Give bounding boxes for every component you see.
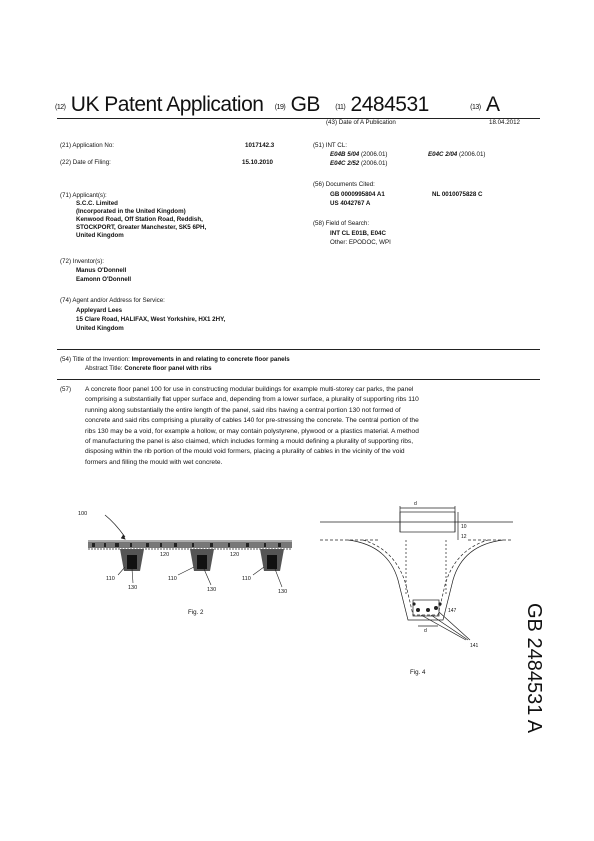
figure-2-caption: Fig. 2	[188, 609, 204, 616]
abstract-title-label: Abstract Title:	[85, 365, 123, 372]
fig2-label: 130	[207, 587, 217, 593]
fig2-label: 100	[78, 511, 88, 517]
abstract-body	[85, 385, 419, 468]
inventor-label: (72) Inventor(s):	[60, 258, 105, 265]
abstract-rule	[57, 379, 540, 380]
field-of-search-line: INT CL E01B, E04C	[330, 230, 386, 237]
figure-2-drawing	[70, 505, 310, 625]
figure-4-drawing	[318, 500, 528, 655]
documents-cited-label: (56) Documents Cited:	[313, 181, 375, 188]
int-cl-entry	[330, 160, 387, 168]
abstract-line: ribs 130 may be a void, for example a hollow, or may contain polystyrene, plywood or a plastics material. A method	[85, 427, 419, 435]
int-cl-date: (2006.01)	[360, 160, 388, 167]
applicant-line: (Incorporated in the United Kingdom)	[76, 208, 186, 215]
code-19: (19)	[274, 104, 286, 111]
fig2-label: 110	[242, 576, 251, 582]
field-of-search-label: (58) Field of Search:	[313, 220, 370, 227]
agent-line: United Kingdom	[76, 325, 124, 332]
fig4-label: 147	[448, 608, 457, 614]
application-number-label: (21) Application No:	[60, 142, 114, 149]
fig2-label: 130	[128, 585, 138, 591]
applicant-line: S.C.C. Limited	[76, 200, 118, 207]
agent-line: Appleyard Lees	[76, 307, 123, 314]
code-12: (12)	[55, 104, 66, 111]
applicant-label: (71) Applicant(s):	[60, 192, 107, 199]
applicant-line: United Kingdom	[76, 232, 124, 239]
code-13: (13)	[470, 104, 481, 111]
field-of-search-line: Other: EPODOC, WPI	[330, 239, 391, 246]
invention-title-label: (54) Title of the Invention:	[60, 356, 130, 363]
side-publication-number	[523, 603, 560, 783]
applicant-line: Kenwood Road, Off Station Road, Reddish,	[76, 216, 203, 223]
figure-4-caption: Fig. 4	[410, 669, 426, 676]
abstract-line: disposing within the rib portion of the mould void formers, placing a plurality of cables in the vicinity of the void	[85, 448, 405, 456]
abstract-line: of manufacturing the panel is also claimed, which includes forming a mould defining a plurality of supporting ribs,	[85, 438, 414, 446]
fig2-label: 110	[168, 576, 177, 582]
int-cl-entry	[428, 151, 485, 159]
title-rule	[57, 349, 540, 350]
abstract-label: (57)	[60, 386, 72, 393]
applicant-line: STOCKPORT, Greater Manchester, SK5 6PH,	[76, 224, 207, 231]
code-11: (11)	[335, 104, 346, 111]
fig2-label: 130	[278, 589, 288, 595]
abstract-title-text: Concrete floor panel with ribs	[124, 365, 212, 372]
invention-title	[60, 356, 290, 364]
fig2-label: 110	[106, 576, 115, 582]
header-rule	[57, 118, 540, 119]
publication-type: UK Patent Application	[70, 93, 264, 116]
patent-header	[55, 93, 499, 117]
agent-line: 15 Clare Road, HALIFAX, West Yorkshire, HX1 2HY,	[76, 316, 226, 323]
kind-code: A	[485, 93, 500, 116]
inventor-name: Manus O'Donnell	[76, 267, 127, 274]
publication-date-label: (43) Date of A Publication	[326, 119, 396, 126]
publication-date: 18.04.2012	[489, 119, 520, 126]
abstract-line: running along substantially the entire length of the panel, said ribs having a central portion 130 not formed of	[85, 406, 401, 414]
country-code: GB	[290, 93, 320, 116]
fig4-label: d	[414, 501, 417, 507]
int-cl-label: (51) INT CL:	[313, 142, 347, 149]
fig4-label: d	[424, 628, 427, 634]
int-cl-code: E04C 2/04	[428, 151, 458, 158]
side-text: GB 2484531 A	[523, 603, 545, 734]
abstract-line: concrete and said ribs comprising a plurality of cables 140 for pre-stressing the concrete. The central portion of the	[85, 417, 419, 425]
abstract-line: A concrete floor panel 100 for use in constructing modular buildings for example multi-storey car parks, the panel	[85, 386, 414, 393]
document-cited: NL 0010075828 C	[432, 191, 483, 198]
patent-number: 2484531	[350, 93, 429, 116]
abstract-line: comprising a substantially flat upper surface and, depending from a lower surface, a plurality of supporting ribs 110	[85, 396, 419, 404]
fig4-label: 10	[461, 524, 467, 530]
abstract-line: formers and filling the mould with wet concrete.	[85, 458, 223, 466]
int-cl-date: (2006.01)	[360, 151, 388, 158]
inventor-name: Eamonn O'Donnell	[76, 276, 132, 283]
filing-date-label: (22) Date of Filing:	[60, 159, 111, 166]
application-number: 1017142.3	[245, 142, 275, 149]
fig4-label: 12	[461, 534, 467, 540]
fig2-label: 120	[230, 552, 240, 558]
fig4-label: 141	[470, 643, 479, 649]
filing-date: 15.10.2010	[242, 159, 273, 166]
invention-title-text: Improvements in and relating to concrete floor panels	[131, 356, 290, 363]
document-cited: US 4042767 A	[330, 200, 371, 207]
agent-label: (74) Agent and/or Address for Service:	[60, 297, 165, 304]
fig2-label: 120	[160, 552, 170, 558]
int-cl-code: E04B 5/04	[330, 151, 360, 158]
int-cl-entry	[330, 151, 387, 159]
int-cl-date: (2006.01)	[458, 151, 486, 158]
int-cl-code: E04C 2/52	[330, 160, 360, 167]
document-cited: GB 0000995804 A1	[330, 191, 385, 198]
abstract-title	[85, 365, 212, 373]
